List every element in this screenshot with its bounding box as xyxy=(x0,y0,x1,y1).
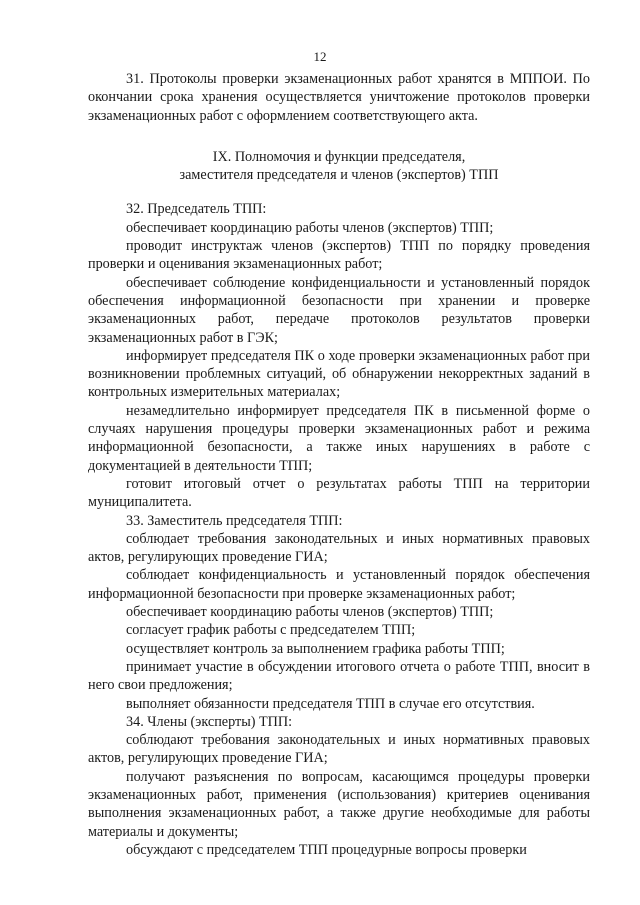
section-heading xyxy=(88,148,590,185)
list-item: готовит итоговый отчет о результатах работы ТПП на территории муниципалитета. xyxy=(88,475,590,511)
paragraph-33-title: 33. Заместитель председателя ТПП: xyxy=(126,512,343,529)
section-heading-line-2: заместителя председателя и членов (экспертов) ТПП xyxy=(179,167,499,184)
list-item: выполняет обязанности председателя ТПП в случае его отсутствия. xyxy=(126,695,535,712)
paragraph-32-title: 32. Председатель ТПП: xyxy=(126,201,267,218)
list-item: обеспечивает соблюдение конфиденциальности и установленный порядок обеспечения информационной безопасности при хранении и проверке экзаменационных работ, передаче протоколов результатов проверки экзаменационных работ в ГЭК; xyxy=(88,274,590,346)
list-item: соблюдает требования законодательных и иных нормативных правовых актов, регулирующих проведение ГИА; xyxy=(88,530,590,566)
list-item: обеспечивает координацию работы членов (экспертов) ТПП; xyxy=(126,219,494,236)
list-item: осуществляет контроль за выполнением графика работы ТПП; xyxy=(126,640,505,657)
paragraph-34-title: 34. Члены (эксперты) ТПП: xyxy=(126,713,293,730)
page-number: 12 xyxy=(313,49,327,64)
list-item: соблюдают требования законодательных и иных нормативных правовых актов, регулирующих проведение ГИА; xyxy=(88,732,590,767)
list-item: получают разъяснения по вопросам, касающимся процедуры проверки экзаменационных работ, применения (использования) критериев оценивания выполнения экзаменационных работ, а также другие необходимые для работы материалы и документы; xyxy=(88,768,590,840)
list-item: принимает участие в обсуждении итогового отчета о работе ТПП, вносит в него свои предложения; xyxy=(88,658,590,694)
list-item: обеспечивает координацию работы членов (экспертов) ТПП; xyxy=(126,604,494,621)
list-item: проводит инструктаж членов (экспертов) ТПП по порядку проведения проверки и оценивания экзаменационных работ; xyxy=(88,238,590,273)
document-body xyxy=(88,70,590,859)
list-item: согласует график работы с председателем ТПП; xyxy=(126,622,416,639)
list-item: информирует председателя ПК о ходе проверки экзаменационных работ при возникновении проблемных ситуаций, об обнаружении некорректных заданий в контрольных измерительных материалах; xyxy=(88,347,590,401)
list-item: соблюдает конфиденциальность и установленный порядок обеспечения информационной безопасности при проверке экзаменационных работ; xyxy=(88,567,590,602)
list-item: незамедлительно информирует председателя ПК в письменной форме о случаях нарушения процедуры проверки экзаменационных работ и режима информационной безопасности, а также иных нарушениях в работе с документацией в деятельности ТПП; xyxy=(88,402,590,474)
paragraph-31: 31. Протоколы проверки экзаменационных работ хранятся в МППОИ. По окончании срока хранения осуществляется уничтожение протоколов проверки экзаменационных работ с оформлением соответствующего акта. xyxy=(88,71,590,124)
list-item: обсуждают с председателем ТПП процедурные вопросы проверки xyxy=(126,841,527,858)
section-heading-line-1: IX. Полномочия и функции председателя, xyxy=(212,148,466,165)
